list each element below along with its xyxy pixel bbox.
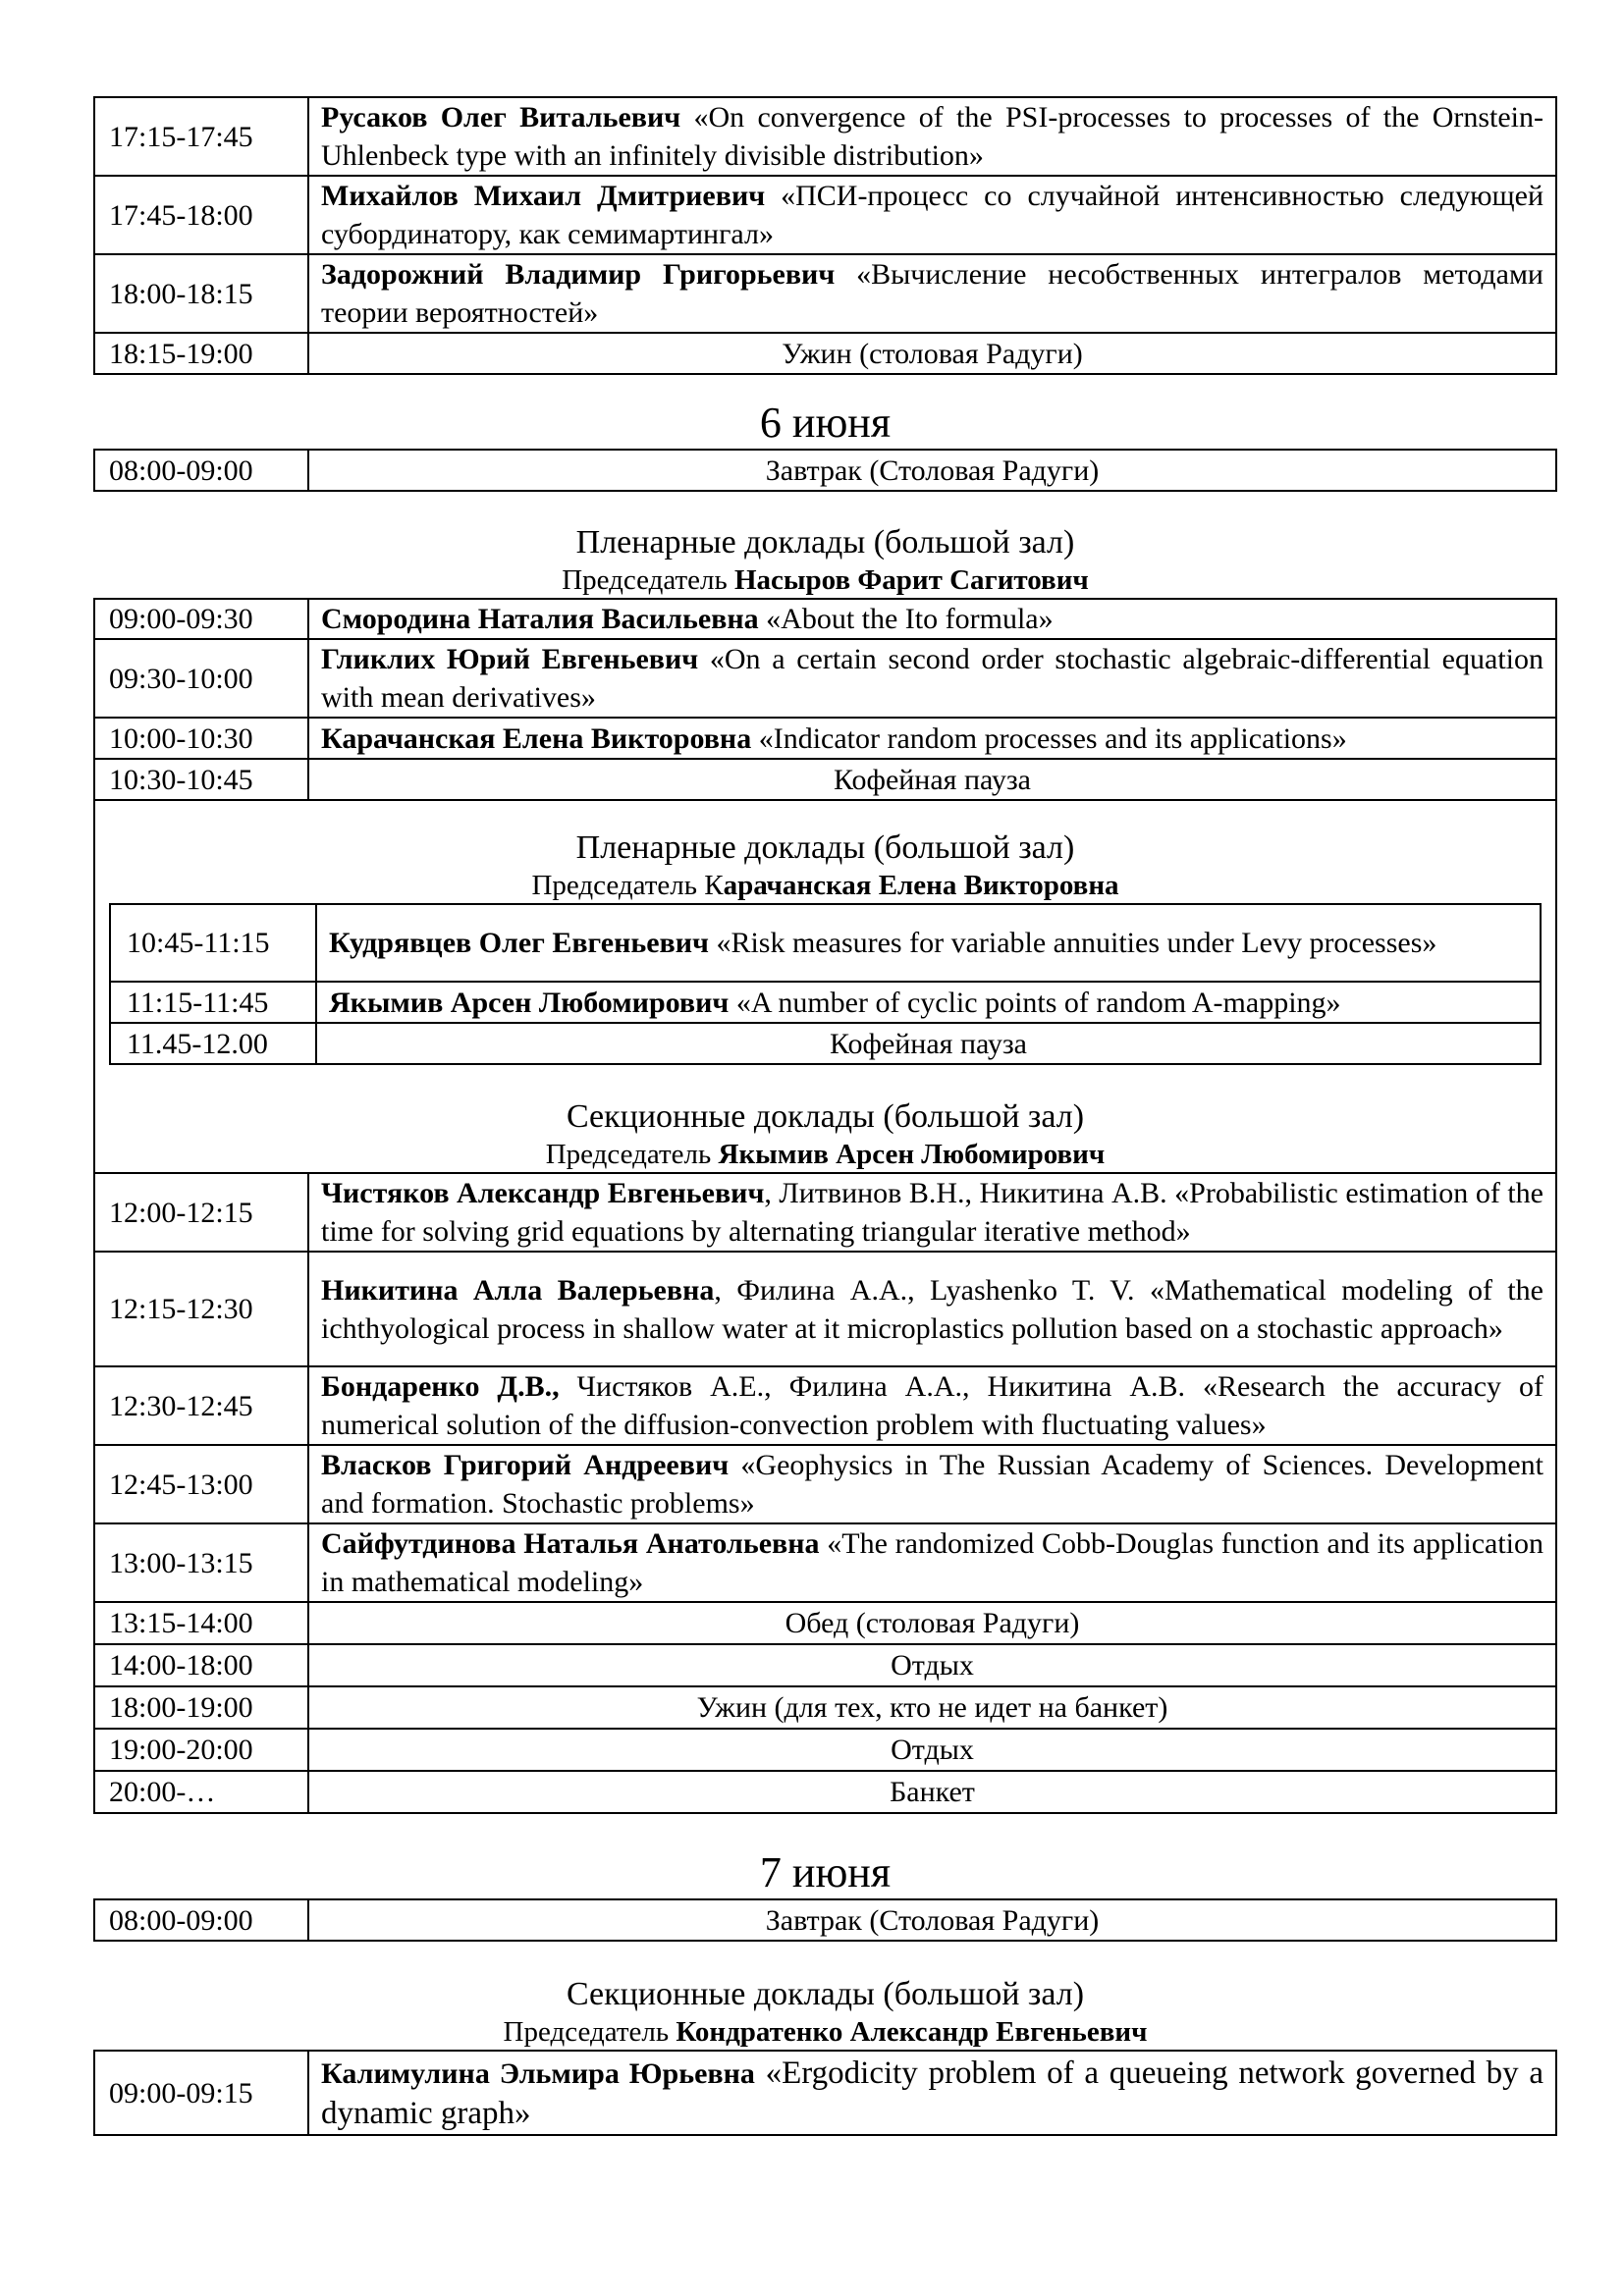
table-row xyxy=(94,1602,1556,1644)
talk-cell xyxy=(308,718,1556,759)
table-row xyxy=(94,759,1556,800)
time-cell: 14:00-18:00 xyxy=(94,1644,308,1686)
time-cell: 11:15-11:45 xyxy=(110,982,316,1023)
talk-title: «On a certain second order stochastic algebraic-differential equation with mean derivatives» xyxy=(321,643,1543,714)
talk-cell xyxy=(308,1523,1556,1602)
time-cell: 08:00-09:00 xyxy=(94,450,308,491)
talk-title: «ПСИ-процесс со случайной интенсивностью следующей субординатору, как семимартингал» xyxy=(321,180,1544,250)
talk-title: «Indicator random processes and its applications» xyxy=(751,721,1347,755)
time-cell: 12:30-12:45 xyxy=(94,1366,308,1445)
table-row xyxy=(94,1173,1556,1252)
event-cell: Банкет xyxy=(308,1771,1556,1813)
chair-name: арачанская Елена Викторовна xyxy=(723,870,1119,901)
speaker-name: Якымив Арсен Любомирович xyxy=(329,986,730,1019)
chair-name: Якымив Арсен Любомирович xyxy=(718,1139,1106,1170)
table-row xyxy=(94,1644,1556,1686)
time-cell: 18:00-18:15 xyxy=(94,254,308,333)
table-row xyxy=(94,1771,1556,1813)
talk-title: «Вычисление несобственных интегралов методами теории вероятностей» xyxy=(321,258,1543,329)
session-chair xyxy=(93,562,1557,598)
speaker-name: Русаков Олег Витальевич xyxy=(321,101,681,133)
speaker-name: Бондаренко Д.В., xyxy=(321,1370,560,1403)
session-chair xyxy=(95,1137,1555,1172)
event-cell: Кофейная пауза xyxy=(308,759,1556,800)
day-title-7-june: 7 июня xyxy=(759,1848,892,1896)
talk-title: «Risk measures for variable annuities under Levy processes» xyxy=(708,927,1437,959)
time-cell: 12:45-13:00 xyxy=(94,1445,308,1523)
time-cell: 10:45-11:15 xyxy=(110,904,316,982)
chair-prefix: Председатель xyxy=(503,2016,677,2048)
table-row xyxy=(94,1729,1556,1771)
table-row xyxy=(94,254,1556,333)
time-cell: 19:00-20:00 xyxy=(94,1729,308,1771)
table-row xyxy=(94,599,1556,639)
session-heading: Секционные доклады (большой зал) xyxy=(566,1098,1085,1135)
time-cell: 09:00-09:15 xyxy=(94,2051,308,2135)
session-heading: Пленарные доклады (большой зал) xyxy=(575,829,1075,866)
time-cell: 20:00-… xyxy=(94,1771,308,1813)
schedule-table-plenary-1 xyxy=(93,598,1557,801)
talk-title: «About the Ito formula» xyxy=(758,603,1054,635)
schedule-table-section-6 xyxy=(93,1172,1557,1814)
talk-cell xyxy=(308,1252,1556,1366)
schedule-page xyxy=(93,96,1557,2136)
talk-cell xyxy=(316,982,1541,1023)
speaker-name: Никитина Алла Валерьевна xyxy=(321,1273,715,1307)
table-row xyxy=(94,1686,1556,1729)
time-cell: 18:00-19:00 xyxy=(94,1686,308,1729)
time-cell: 17:45-18:00 xyxy=(94,176,308,254)
schedule-table-breakfast-7 xyxy=(93,1898,1557,1942)
event-cell: Ужин (для тех, кто не идет на банкет) xyxy=(308,1686,1556,1729)
table-row xyxy=(94,450,1556,491)
table-row xyxy=(94,1899,1556,1941)
session-heading: Пленарные доклады (большой зал) xyxy=(575,524,1075,561)
schedule-table-plenary-2 xyxy=(109,903,1542,1065)
talk-title: «Ergodicity problem of a queueing network governed by a dynamic graph» xyxy=(321,2055,1543,2131)
talk-title: , Филина А.А., Lyashenko T. V. «Mathematical modeling of the ichthyological process in shallow water at it microplastics pollution based on a stochastic approach» xyxy=(321,1273,1543,1345)
plenary-2-box xyxy=(93,801,1557,1172)
table-row xyxy=(94,1252,1556,1366)
table-row xyxy=(94,718,1556,759)
talk-cell xyxy=(308,176,1556,254)
speaker-name: Задорожний Владимир Григорьевич xyxy=(321,258,836,291)
talk-cell xyxy=(316,904,1541,982)
time-cell: 13:00-13:15 xyxy=(94,1523,308,1602)
session-chair xyxy=(95,868,1555,903)
talk-title: «The randomized Cobb-Douglas function and its application in mathematical modeling» xyxy=(321,1527,1543,1598)
event-cell: Ужин (столовая Радуги) xyxy=(308,333,1556,374)
schedule-table-evening xyxy=(93,96,1557,375)
talk-cell xyxy=(308,1445,1556,1523)
talk-cell xyxy=(308,599,1556,639)
time-cell: 17:15-17:45 xyxy=(94,97,308,176)
time-cell: 10:00-10:30 xyxy=(94,718,308,759)
schedule-table-breakfast-6 xyxy=(93,449,1557,492)
table-row xyxy=(110,982,1541,1023)
event-cell: Отдых xyxy=(308,1729,1556,1771)
time-cell: 09:00-09:30 xyxy=(94,599,308,639)
event-cell: Кофейная пауза xyxy=(316,1023,1541,1064)
time-cell: 13:15-14:00 xyxy=(94,1602,308,1644)
time-cell: 08:00-09:00 xyxy=(94,1899,308,1941)
talk-title: Чистяков А.Е., Филина А.А., Никитина А.В. «Research the accuracy of numerical solution of the diffusion-convection problem with fluctuating values» xyxy=(321,1370,1543,1441)
talk-title: «A number of cyclic points of random A-mapping» xyxy=(729,986,1341,1019)
table-row xyxy=(94,97,1556,176)
table-row xyxy=(94,1366,1556,1445)
time-cell: 12:15-12:30 xyxy=(94,1252,308,1366)
table-row xyxy=(110,1023,1541,1064)
session-chair xyxy=(93,2014,1557,2050)
speaker-name: Гликлих Юрий Евгеньевич xyxy=(321,643,699,675)
speaker-name: Смородина Наталия Васильевна xyxy=(321,603,759,635)
talk-cell xyxy=(308,97,1556,176)
chair-prefix: Председатель К xyxy=(531,870,724,901)
speaker-name: Сайфутдинова Наталья Анатольевна xyxy=(321,1527,820,1560)
talk-title: , Литвинов В.Н., Никитина А.В. «Probabilistic estimation of the time for solving grid equations by alternating triangular iterative method» xyxy=(321,1177,1543,1248)
speaker-name: Калимулина Эльмира Юрьевна xyxy=(321,2056,755,2090)
speaker-name: Власков Григорий Андреевич xyxy=(321,1449,730,1481)
table-row xyxy=(94,176,1556,254)
time-cell: 12:00-12:15 xyxy=(94,1173,308,1252)
session-heading: Секционные доклады (большой зал) xyxy=(566,1976,1085,2012)
table-row xyxy=(110,904,1541,982)
speaker-name: Кудрявцев Олег Евгеньевич xyxy=(329,927,709,959)
talk-cell xyxy=(308,254,1556,333)
talk-cell xyxy=(308,1173,1556,1252)
speaker-name: Михайлов Михаил Дмитриевич xyxy=(321,180,766,212)
talk-title: «Geophysics in The Russian Academy of Sciences. Development and formation. Stochastic problems» xyxy=(321,1449,1543,1520)
table-row xyxy=(94,1523,1556,1602)
table-row xyxy=(94,639,1556,718)
table-row xyxy=(94,2051,1556,2135)
talk-cell xyxy=(308,1366,1556,1445)
schedule-table-section-7 xyxy=(93,2050,1557,2136)
talk-cell xyxy=(308,2051,1556,2135)
chair-prefix: Председатель xyxy=(545,1139,719,1170)
event-cell: Завтрак (Столовая Радуги) xyxy=(308,1899,1556,1941)
event-cell: Завтрак (Столовая Радуги) xyxy=(308,450,1556,491)
talk-cell xyxy=(308,639,1556,718)
chair-name: Насыров Фарит Сагитович xyxy=(733,564,1089,596)
time-cell: 11.45-12.00 xyxy=(110,1023,316,1064)
time-cell: 09:30-10:00 xyxy=(94,639,308,718)
time-cell: 10:30-10:45 xyxy=(94,759,308,800)
chair-prefix: Председатель xyxy=(562,564,734,596)
day-title-6-june: 6 июня xyxy=(759,399,892,447)
chair-name: Кондратенко Александр Евгеньевич xyxy=(676,2016,1148,2048)
event-cell: Отдых xyxy=(308,1644,1556,1686)
table-row xyxy=(94,333,1556,374)
event-cell: Обед (столовая Радуги) xyxy=(308,1602,1556,1644)
time-cell: 18:15-19:00 xyxy=(94,333,308,374)
talk-title: «On convergence of the PSI-processes to processes of the Ornstein-Uhlenbeck type with an infinitely divisible distribution» xyxy=(321,101,1544,172)
speaker-name: Карачанская Елена Викторовна xyxy=(321,721,752,755)
speaker-name: Чистяков Александр Евгеньевич xyxy=(321,1177,765,1209)
table-row xyxy=(94,1445,1556,1523)
